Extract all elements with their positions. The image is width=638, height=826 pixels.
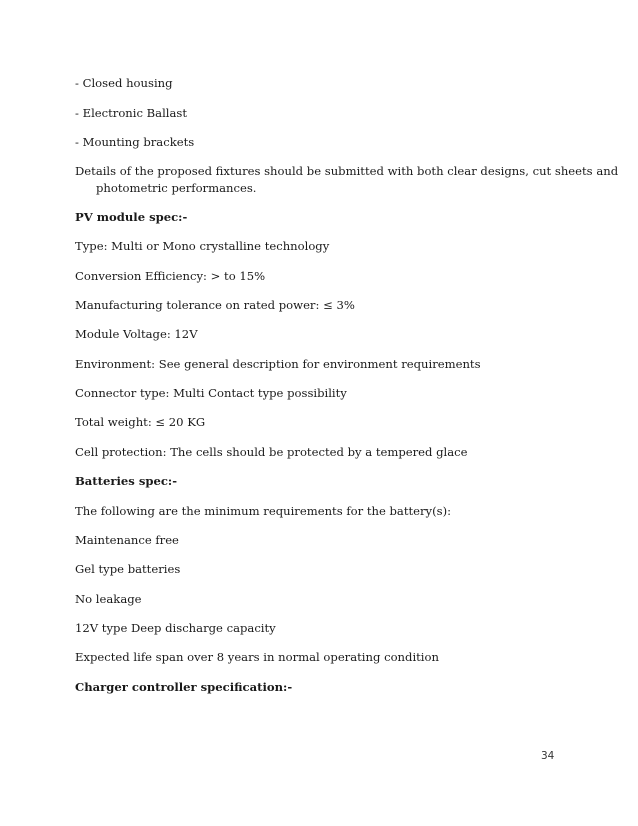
- pv-module-heading: PV module spec:-: [75, 210, 188, 224]
- pv-total-weight-spec: Total weight: ≤ 20 KG: [75, 415, 206, 429]
- mounting-brackets-item: - Mounting brackets: [75, 135, 195, 149]
- electronic-ballast-item: - Electronic Ballast: [75, 106, 188, 120]
- closed-housing-item: - Closed housing: [75, 76, 173, 90]
- pv-cell-protection-spec: Cell protection: The cells should be protected by a tempered glace: [75, 445, 468, 459]
- pv-connector-type-spec: Connector type: Multi Contact type possibility: [75, 386, 347, 400]
- charger-controller-heading: Charger controller specification:-: [75, 680, 293, 694]
- battery-gel-type-spec: Gel type batteries: [75, 562, 181, 576]
- pv-environment-spec: Environment: See general description for environment requirements: [75, 357, 481, 371]
- batteries-heading: Batteries spec:-: [75, 474, 178, 488]
- pv-module-voltage-spec: Module Voltage: 12V: [75, 327, 198, 341]
- fixture-details-paragraph-line1: Details of the proposed fixtures should be submitted with both clear designs, cut sheets and: [75, 164, 619, 178]
- battery-maintenance-free-spec: Maintenance free: [75, 533, 179, 547]
- pv-conversion-efficiency-spec: Conversion Efficiency: > to 15%: [75, 269, 266, 283]
- battery-no-leakage-spec: No leakage: [75, 592, 142, 606]
- page-number: 34: [541, 750, 555, 762]
- batteries-intro: The following are the minimum requirements for the battery(s):: [75, 504, 452, 518]
- battery-life-span-spec: Expected life span over 8 years in normal operating condition: [75, 650, 439, 664]
- pv-type-spec: Type: Multi or Mono crystalline technology: [75, 239, 330, 253]
- battery-deep-discharge-spec: 12V type Deep discharge capacity: [75, 621, 276, 635]
- pv-manufacturing-tolerance-spec: Manufacturing tolerance on rated power: ≤ 3%: [75, 298, 355, 312]
- fixture-details-paragraph-line2: photometric performances.: [96, 181, 257, 195]
